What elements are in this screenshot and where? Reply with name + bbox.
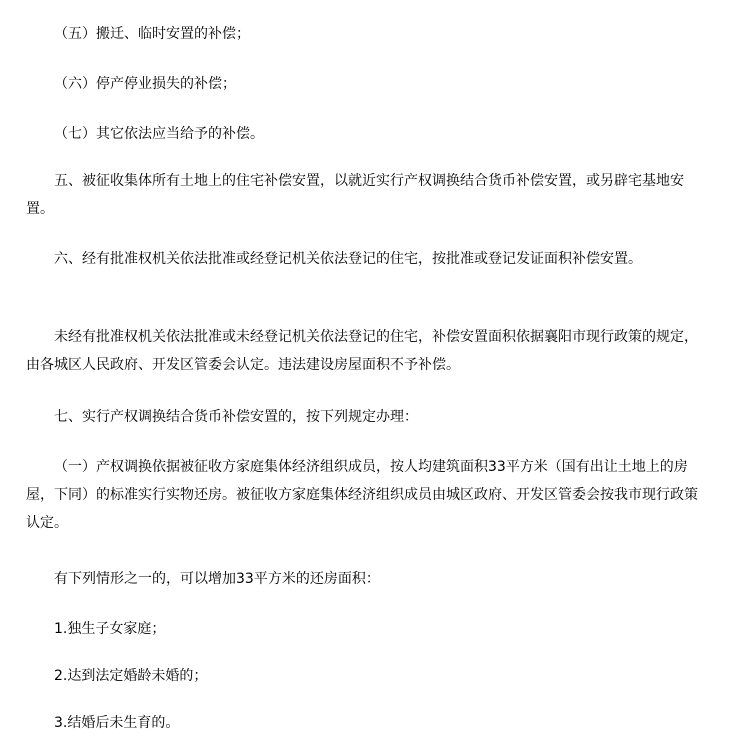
list-item-1: 1.独生子女家庭； xyxy=(54,621,166,637)
paragraph-section-5: 五、被征收集体所有土地上的住宅补偿安置，以就近实行产权调换结合货币补偿安置，或另辟宅基地安置。 xyxy=(26,173,684,217)
paragraph-section-7: 七、实行产权调换结合货币补偿安置的，按下列规定办理： xyxy=(54,409,418,425)
paragraph-subitem-1: （一）产权调换依据被征收方家庭集体经济组织成员，按人均建筑面积33平方米（国有出让土地上的房屋，下同）的标准实行实物还房。被征收方家庭集体经济组织成员由城区政府、开发区管委会按我市现行政策认定。 xyxy=(26,459,698,531)
paragraph-item-6: （六）停产停业损失的补偿； xyxy=(54,76,236,92)
paragraph-unapproved: 未经有批准权机关依法批准或未经登记机关依法登记的住宅，补偿安置面积依据襄阳市现行政策的规定，由各城区人民政府、开发区管委会认定。违法建设房屋面积不予补偿。 xyxy=(26,329,698,373)
paragraph-item-7: （七）其它依法应当给予的补偿。 xyxy=(54,126,264,142)
paragraph-item-5: （五）搬迁、临时安置的补偿； xyxy=(54,26,250,42)
paragraph-section-6: 六、经有批准权机关依法批准或经登记机关依法登记的住宅，按批准或登记发证面积补偿安置。 xyxy=(54,251,642,267)
list-item-2: 2.达到法定婚龄未婚的； xyxy=(54,668,208,684)
list-item-3: 3.结婚后未生育的。 xyxy=(54,715,180,731)
paragraph-conditions: 有下列情形之一的，可以增加33平方米的还房面积： xyxy=(54,571,380,587)
